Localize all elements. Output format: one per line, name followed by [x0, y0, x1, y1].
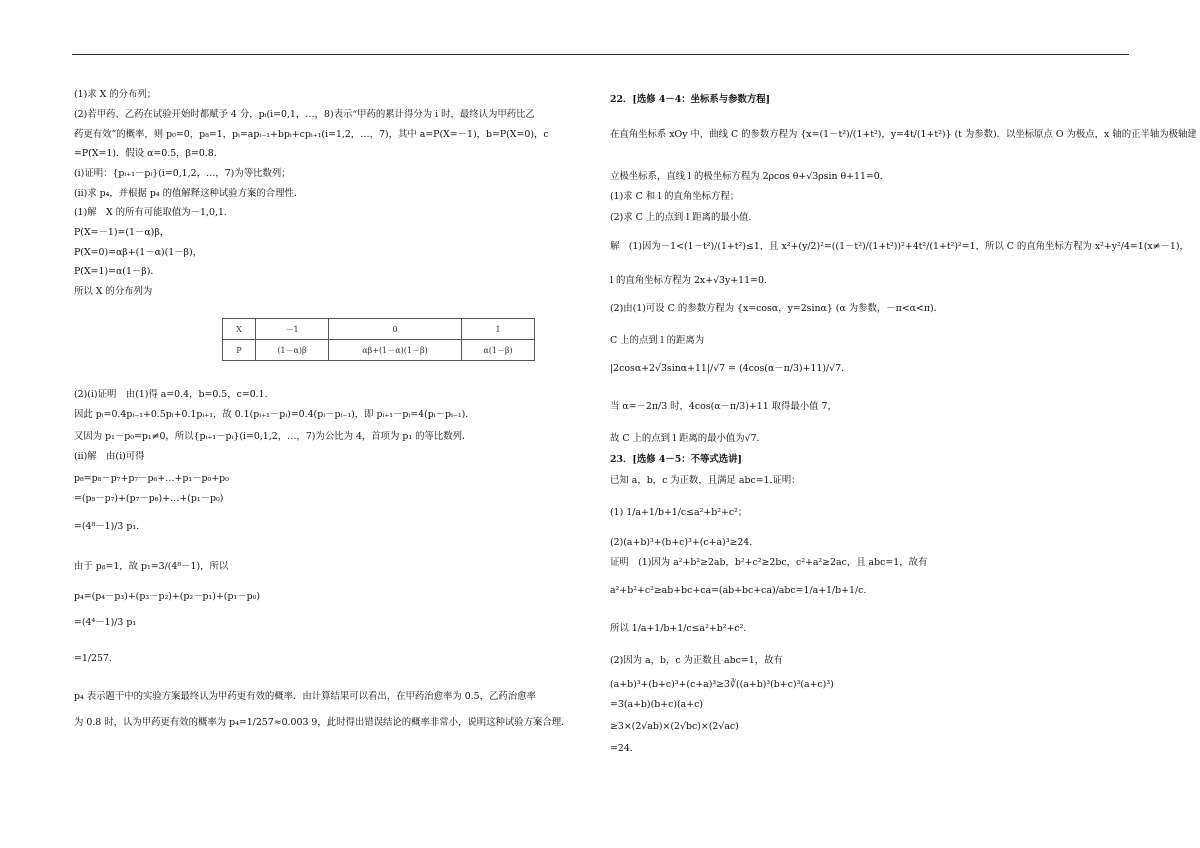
text-line: =P(X=1)．假设 α=0.5，β=0.8. [74, 148, 217, 159]
text-line: (2)(a+b)³+(b+c)³+(c+a)³≥24. [610, 537, 753, 548]
table-cell: X [223, 319, 256, 340]
text-line: 所以 1/a+1/b+1/c≤a²+b²+c². [610, 623, 747, 634]
table-row [223, 340, 535, 361]
header-rule [72, 54, 1129, 55]
table-cell: P [223, 340, 256, 361]
text-line: P(X=0)=αβ+(1－α)(1－β)， [74, 247, 203, 258]
table-row [223, 319, 535, 340]
text-line: C 上的点到 l 的距离为 [610, 335, 705, 346]
distribution-table [222, 318, 535, 361]
text-line: p₄=(p₄－p₃)+(p₃－p₂)+(p₂－p₁)+(p₁－p₀) [74, 591, 261, 602]
text-line: 药更有效”的概率，则 p₀=0，p₈=1，pᵢ=apᵢ₋₁+bpᵢ+cpᵢ₊₁(i=1,2，…，7)，其中 a=P(X=－1)，b=P(X=0)，c [74, 129, 549, 140]
text-line: =24. [610, 743, 633, 754]
text-line: (ⅱ)求 p₄，并根据 p₄ 的值解释这种试验方案的合理性． [74, 188, 304, 199]
text-line: 为 0.8 时，认为甲药更有效的概率为 p₄=1/257≈0.003 9，此时得出错误结论的概率非常小，说明这种试验方案合理． [74, 717, 571, 728]
table-cell: αβ+(1－α)(1－β) [329, 340, 462, 361]
text-line: 由于 p₈=1，故 p₁=3/(4⁸－1)，所以 [74, 561, 229, 572]
text-line: =(4⁴－1)/3 p₁ [74, 617, 137, 628]
text-line: (1)求 C 和 l 的直角坐标方程； [610, 191, 740, 202]
text-line: p₄ 表示题干中的实验方案最终认为甲药更有效的概率．由计算结果可以看出，在甲药治愈率为 0.5，乙药治愈率 [74, 691, 536, 702]
text-line: 立极坐标系，直线 l 的极坐标方程为 2ρcos θ+√3ρsin θ+11=0. [610, 171, 883, 182]
text-line: (1)求 X 的分布列； [74, 89, 157, 100]
table-cell: 0 [329, 319, 462, 340]
text-line: p₈=p₈－p₇+p₇－p₆+…+p₁－p₀+p₀ [74, 473, 229, 484]
text-line: (2)由(1)可设 C 的参数方程为 {x=cosα，y=2sinα} (α 为参数，－π<α<π)． [610, 303, 944, 314]
section-heading: 22．[选修 4－4：坐标系与参数方程] [610, 94, 771, 105]
text-line: =(4⁸－1)/3 p₁. [74, 521, 140, 532]
table-cell: α(1－β) [462, 340, 535, 361]
table-cell: －1 [256, 319, 329, 340]
table-cell: 1 [462, 319, 535, 340]
text-line: (1) 1/a+1/b+1/c≤a²+b²+c²； [610, 507, 748, 518]
text-line: =1/257. [74, 653, 112, 664]
text-line: (2)因为 a，b，c 为正数且 abc=1，故有 [610, 655, 783, 666]
text-line: P(X=1)=α(1－β)． [74, 266, 160, 277]
text-line: a²+b²+c²≥ab+bc+ca=(ab+bc+ca)/abc=1/a+1/b+1/c. [610, 585, 867, 596]
text-line: (2)若甲药、乙药在试验开始时都赋予 4 分，pᵢ(i=0,1，…，8)表示“甲药的累计得分为 i 时，最终认为甲药比乙 [74, 109, 535, 120]
text-line: (2)求 C 上的点到 l 距离的最小值． [610, 212, 758, 223]
text-line: 又因为 p₁－p₀=p₁≠0，所以{pᵢ₊₁－pᵢ}(i=0,1,2，…，7)为公比为 4，首项为 p₁ 的等比数列． [74, 431, 472, 442]
text-line: (a+b)³+(b+c)³+(c+a)³≥3∛((a+b)³(b+c)³(a+c)³) [610, 679, 834, 690]
table-cell: (1－α)β [256, 340, 329, 361]
text-line: 所以 X 的分布列为 [74, 286, 153, 297]
text-line: 故 C 上的点到 l 距离的最小值为√7. [610, 433, 760, 444]
text-line: P(X=－1)=(1－α)β， [74, 227, 170, 238]
section-heading: 23．[选修 4－5：不等式选讲] [610, 454, 742, 465]
text-line: l 的直角坐标方程为 2x+√3y+11=0. [610, 275, 767, 286]
text-line: =3(a+b)(b+c)(a+c) [610, 699, 704, 710]
text-line: (2)(ⅰ)证明 由(1)得 a=0.4，b=0.5，c=0.1. [74, 389, 268, 400]
text-line: 解 (1)因为－1<(1－t²)/(1+t²)≤1，且 x²+(y/2)²=((1－t²)/(1+t²))²+4t²/(1+t²)²=1，所以 C 的直角坐标方程为 x²+y²/4=1(x≠－1)， [610, 241, 1189, 252]
text-line: |2cosα+2√3sinα+11|/√7 = (4cos(α－π/3)+11)/√7. [610, 363, 845, 374]
text-line: ≥3×(2√ab)×(2√bc)×(2√ac) [610, 721, 739, 732]
text-line: 因此 pᵢ=0.4pᵢ₋₁+0.5pᵢ+0.1pᵢ₊₁，故 0.1(pᵢ₊₁－pᵢ)=0.4(pᵢ－pᵢ₋₁)，即 pᵢ₊₁－pᵢ=4(pᵢ－pᵢ₋₁)． [74, 409, 475, 420]
text-line: (ⅱ)解 由(ⅰ)可得 [74, 451, 145, 462]
text-line: =(p₈－p₇)+(p₇－p₆)+…+(p₁－p₀) [74, 493, 224, 504]
text-line: 证明 (1)因为 a²+b²≥2ab，b²+c²≥2bc，c²+a²≥2ac，且 abc=1，故有 [610, 557, 928, 568]
text-line: 在直角坐标系 xOy 中，曲线 C 的参数方程为 {x=(1－t²)/(1+t²)，y=4t/(1+t²)} (t 为参数)．以坐标原点 O 为极点，x 轴的正半轴为极轴建 [610, 129, 1197, 140]
text-line: 当 α=－2π/3 时，4cos(α－π/3)+11 取得最小值 7， [610, 401, 837, 412]
text-line: (ⅰ)证明：{pᵢ₊₁－pᵢ}(i=0,1,2，…，7)为等比数列； [74, 168, 291, 179]
text-line: 已知 a，b，c 为正数，且满足 abc=1.证明： [610, 475, 801, 486]
text-line: (1)解 X 的所有可能取值为－1,0,1. [74, 207, 227, 218]
